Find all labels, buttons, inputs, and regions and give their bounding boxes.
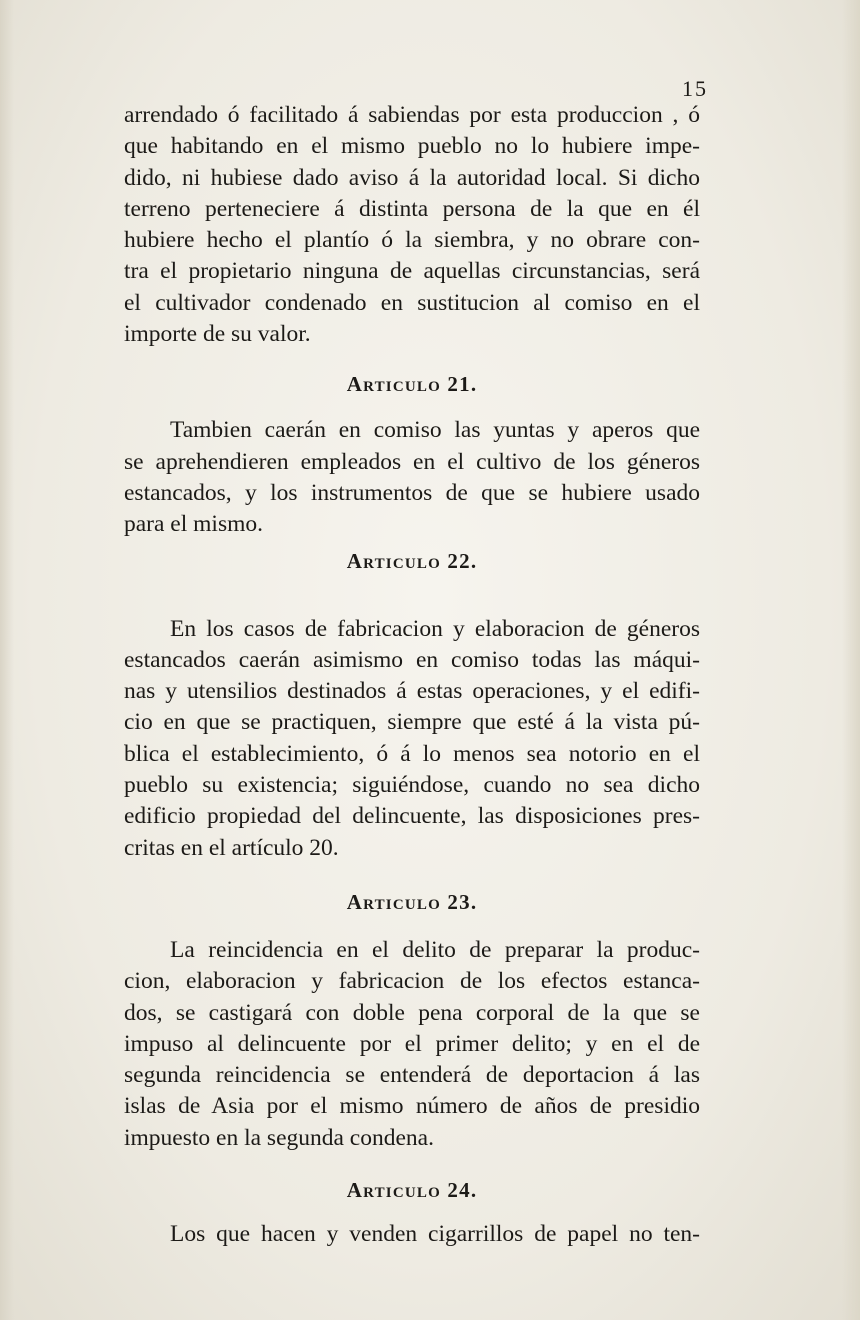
text-line: La reincidencia en el delito de preparar la produc-: [170, 936, 700, 963]
article-23-heading: Articulo 23.: [346, 889, 478, 914]
text-line: que habitando en el mismo pueblo no lo hubiere impe-: [124, 133, 700, 160]
text-line: dido, ni hubiese dado aviso á la autoridad local. Si dicho: [124, 164, 700, 191]
text-line: pueblo su existencia; siguiéndose, cuando no sea dicho: [124, 772, 700, 799]
text-line: cion, elaboracion y fabricacion de los efectos estanca-: [124, 968, 700, 995]
page-edge-right: [842, 0, 860, 1320]
text-line: para el mismo.: [124, 511, 264, 538]
text-line: impuesto en la segunda condena.: [124, 1124, 434, 1151]
paragraph-continuation: [124, 100, 700, 350]
article-21-heading: Articulo 21.: [346, 372, 478, 397]
text-line: edificio propiedad del delincuente, las disposiciones pres-: [124, 803, 700, 830]
text-line: hubiere hecho el plantío ó la siembra, y no obrare con-: [124, 227, 700, 254]
article-21-paragraph: [124, 415, 700, 540]
text-line: importe de su valor.: [124, 321, 311, 348]
text-line: el cultivador condenado en sustitucion al comiso en el: [124, 289, 700, 316]
text-line: estancados caerán asimismo en comiso todas las máqui-: [124, 646, 700, 673]
text-line: impuso al delincuente por el primer delito; y en el de: [124, 1030, 700, 1057]
text-block: [124, 100, 700, 1250]
text-line: terreno perteneciere á distinta persona de la que en él: [124, 195, 700, 222]
text-line: cio en que se practiquen, siempre que esté á la vista pú-: [124, 709, 700, 736]
text-line: dos, se castigará con doble pena corporal de la que se: [124, 999, 700, 1026]
article-22-heading: Articulo 22.: [346, 548, 478, 573]
text-line: En los casos de fabricacion y elaboracion de géneros: [170, 615, 700, 642]
text-line: Tambien caerán en comiso las yuntas y aperos que: [170, 417, 700, 444]
text-line: tra el propietario ninguna de aquellas circunstancias, será: [124, 258, 700, 285]
page-number: 15: [682, 76, 708, 101]
page-edge-left: [0, 0, 14, 1320]
article-24-paragraph: [124, 1219, 700, 1250]
article-23-paragraph: [124, 935, 700, 1154]
text-line: islas de Asia por el mismo número de años de presidio: [124, 1093, 700, 1120]
text-line: segunda reincidencia se entenderá de deportacion á las: [124, 1062, 700, 1089]
text-line: arrendado ó facilitado á sabiendas por esta produccion , ó: [124, 102, 700, 128]
text-line: se aprehendieren empleados en el cultivo de los géneros: [124, 448, 700, 475]
text-line: critas en el artículo 20.: [124, 834, 339, 861]
article-24-heading: Articulo 24.: [346, 1178, 478, 1203]
text-line: blica el establecimiento, ó á lo menos sea notorio en el: [124, 740, 700, 767]
text-line: estancados, y los instrumentos de que se hubiere usado: [124, 479, 700, 506]
text-line: Los que hacen y venden cigarrillos de papel no ten-: [170, 1221, 700, 1248]
text-line: nas y utensilios destinados á estas operaciones, y el edifi-: [124, 678, 700, 705]
article-22-paragraph: [124, 614, 700, 864]
